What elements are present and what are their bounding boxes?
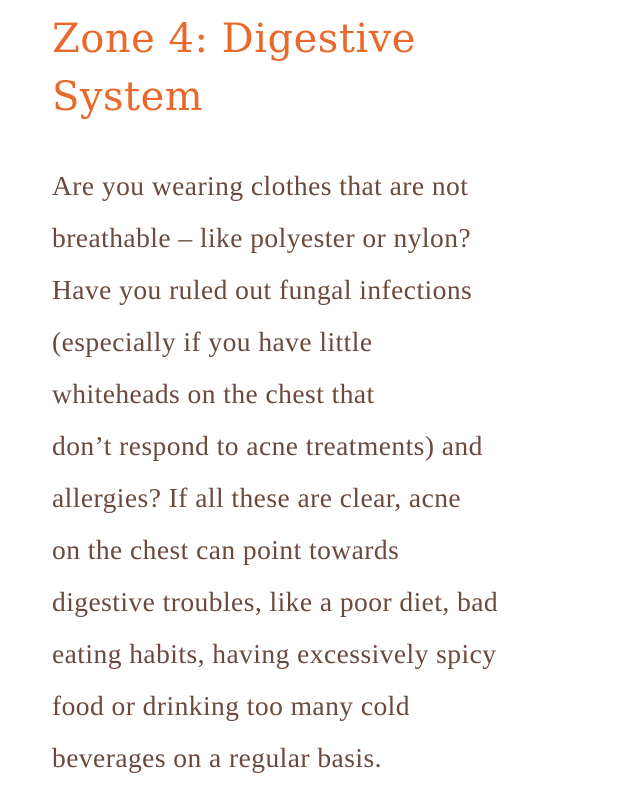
paragraph-line: food or drinking too many cold: [52, 690, 410, 721]
section-heading: [52, 10, 612, 126]
paragraph-line: breathable – like polyester or nylon?: [52, 222, 472, 253]
heading-line: Zone 4: Digestive: [52, 16, 416, 62]
paragraph-line: don’t respond to acne treatments) and: [52, 430, 483, 461]
paragraph-line: digestive troubles, like a poor diet, bad: [52, 586, 499, 617]
article: [52, 10, 612, 773]
heading-line: System: [52, 74, 204, 120]
paragraph-line: on the chest can point towards: [52, 534, 400, 565]
paragraph-line: beverages on a regular basis.: [52, 742, 382, 773]
paragraph-line: Have you ruled out fungal infections: [52, 274, 473, 305]
paragraph-line: (especially if you have little: [52, 326, 373, 357]
paragraph-line: Are you wearing clothes that are not: [52, 170, 469, 201]
paragraph-line: whiteheads on the chest that: [52, 378, 375, 409]
paragraph-line: allergies? If all these are clear, acne: [52, 482, 462, 513]
body-paragraph: [52, 160, 612, 784]
paragraph-line: eating habits, having excessively spicy: [52, 638, 497, 669]
